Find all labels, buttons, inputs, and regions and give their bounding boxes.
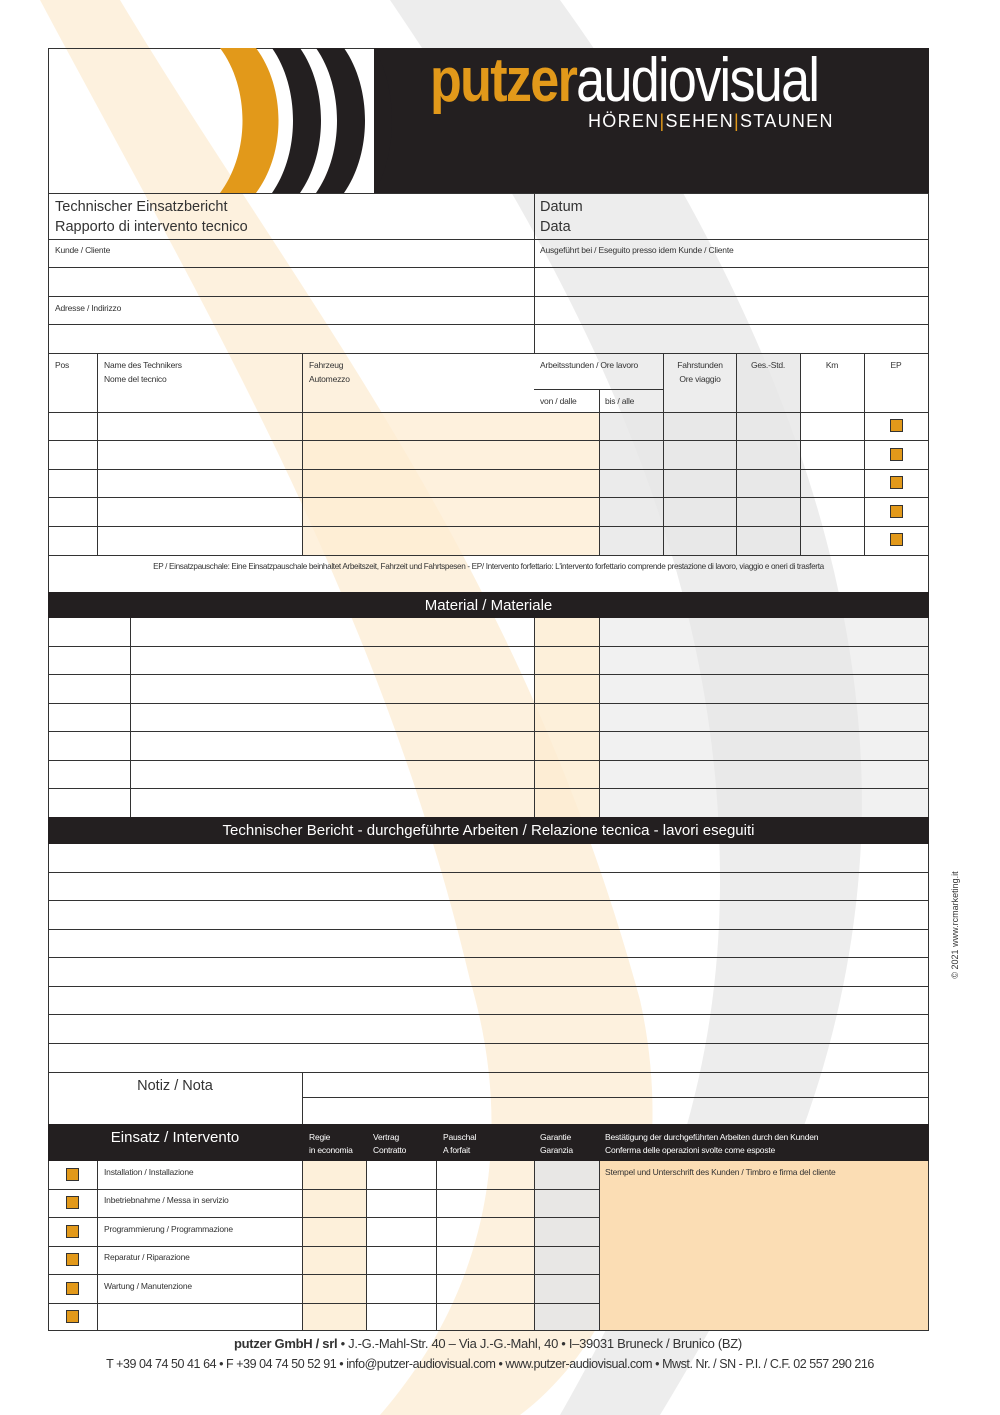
footer-address: • J.-G.-Mahl-Str. 40 – Via J.-G.-Mahl, 40 • I–39031 Bruneck / Brunico (BZ)	[337, 1336, 742, 1351]
date-label-it: Data	[540, 219, 571, 235]
col-flat-it: A forfait	[443, 1145, 471, 1155]
confirm-label-de: Bestätigung der durchgeführten Arbeiten durch den Kunden	[605, 1132, 819, 1142]
footer-company-name: putzer GmbH / srl	[234, 1336, 338, 1351]
intervention-checkbox-programming[interactable]	[66, 1225, 79, 1238]
technical-report-title: Technischer Bericht - durchgeführte Arbeiten / Relazione tecnica - lavori eseguiti	[222, 822, 755, 839]
footer-address-line	[0, 1335, 976, 1353]
intervention-checkbox-repair[interactable]	[66, 1253, 79, 1266]
arcs-logo-graphic	[220, 48, 420, 193]
stamp-signature-label: Stempel und Unterschrift des Kunden / Timbro e firma del cliente	[605, 1167, 836, 1177]
col-km: Km	[825, 360, 839, 370]
col-contract-it: Contratto	[373, 1145, 407, 1155]
col-warranty-it: Garanzia	[540, 1145, 573, 1155]
col-vehicle-it: Automezzo	[309, 374, 350, 384]
brand-name-audiovisual: audiovisual	[576, 46, 819, 115]
customer-label: Kunde / Cliente	[55, 245, 111, 255]
tagline-hoeren: HÖREN	[588, 111, 660, 131]
date-label-de: Datum	[540, 199, 583, 215]
ep-checkbox-row-4[interactable]	[890, 505, 903, 518]
tagline-staunen: STAUNEN	[740, 111, 834, 131]
notes-label: Notiz / Nota	[137, 1078, 213, 1094]
brand-logo-text	[430, 46, 818, 116]
col-ep: EP	[890, 360, 902, 370]
intervention-item-installation: Installation / Installazione	[104, 1167, 194, 1177]
intervention-item-repair: Reparatur / Riparazione	[104, 1252, 190, 1262]
copyright-notice: © 2021 www.rcmarketing.it	[950, 871, 960, 979]
ep-checkbox-row-2[interactable]	[890, 448, 903, 461]
col-contract-de: Vertrag	[373, 1132, 400, 1142]
material-title: Material / Materiale	[424, 597, 553, 614]
report-title-de: Technischer Einsatzbericht	[55, 199, 228, 215]
intervention-checkbox-installation[interactable]	[66, 1168, 79, 1181]
tagline-sehen: SEHEN	[665, 111, 735, 131]
address-label: Adresse / Indirizzo	[55, 303, 122, 313]
executed-at-label: Ausgeführt bei / Eseguito presso idem Kunde / Cliente	[540, 245, 734, 255]
col-technician-name-de: Name des Technikers	[104, 360, 182, 370]
col-regie-it: in economia	[309, 1145, 353, 1155]
col-technician-name-it: Nome del tecnico	[104, 374, 167, 384]
col-regie-de: Regie	[309, 1132, 331, 1142]
ep-checkbox-row-5[interactable]	[890, 533, 903, 546]
report-title-it: Rapporto di intervento tecnico	[55, 219, 248, 235]
col-travel-hours-it: Ore viaggio	[679, 374, 721, 384]
col-from: von / dalle	[540, 396, 577, 406]
ep-note: EP / Einsatzpauschale: Eine Einsatzpauschale beinhaltet Arbeitszeit, Fahrzeit und Fahrtspesen - EP/ Intervento forfettario: L'intervento forfettario comprende prestazione di lavoro, viaggio e oneri di trasferta	[153, 562, 824, 571]
ep-checkbox-row-3[interactable]	[890, 476, 903, 489]
intervention-checkbox-commissioning[interactable]	[66, 1196, 79, 1209]
col-to: bis / alle	[605, 396, 635, 406]
brand-tagline: HÖREN|SEHEN|STAUNEN	[588, 111, 834, 131]
brand-name-putzer: putzer	[430, 46, 577, 115]
col-total-hours: Ges.-Std.	[750, 360, 786, 370]
col-work-hours: Arbeitsstunden / Ore lavoro	[540, 360, 639, 370]
intervention-item-programming: Programmierung / Programmazione	[104, 1224, 233, 1234]
intervention-checkbox-maintenance[interactable]	[66, 1282, 79, 1295]
confirm-label-it: Conferma delle operazioni svolte come esposte	[605, 1145, 776, 1155]
intervention-item-maintenance: Wartung / Manutenzione	[104, 1281, 192, 1291]
intervention-item-commissioning: Inbetriebnahme / Messa in servizio	[104, 1195, 229, 1205]
ep-checkbox-row-1[interactable]	[890, 419, 903, 432]
col-pos: Pos	[55, 360, 70, 370]
intervention-checkbox-other[interactable]	[66, 1310, 79, 1323]
col-warranty-de: Garantie	[540, 1132, 572, 1142]
footer-contact-line: T +39 04 74 50 41 64 • F +39 04 74 50 52 91 • info@putzer-audiovisual.com • www.putzer-audiovisual.com • Mwst. Nr. / SN - P.I. / C.F. 02 557 290 216	[106, 1357, 874, 1371]
col-flat-de: Pauschal	[443, 1132, 477, 1142]
col-travel-hours-de: Fahrstunden	[677, 360, 723, 370]
col-vehicle-de: Fahrzeug	[309, 360, 344, 370]
intervention-title: Einsatz / Intervento	[110, 1129, 240, 1146]
